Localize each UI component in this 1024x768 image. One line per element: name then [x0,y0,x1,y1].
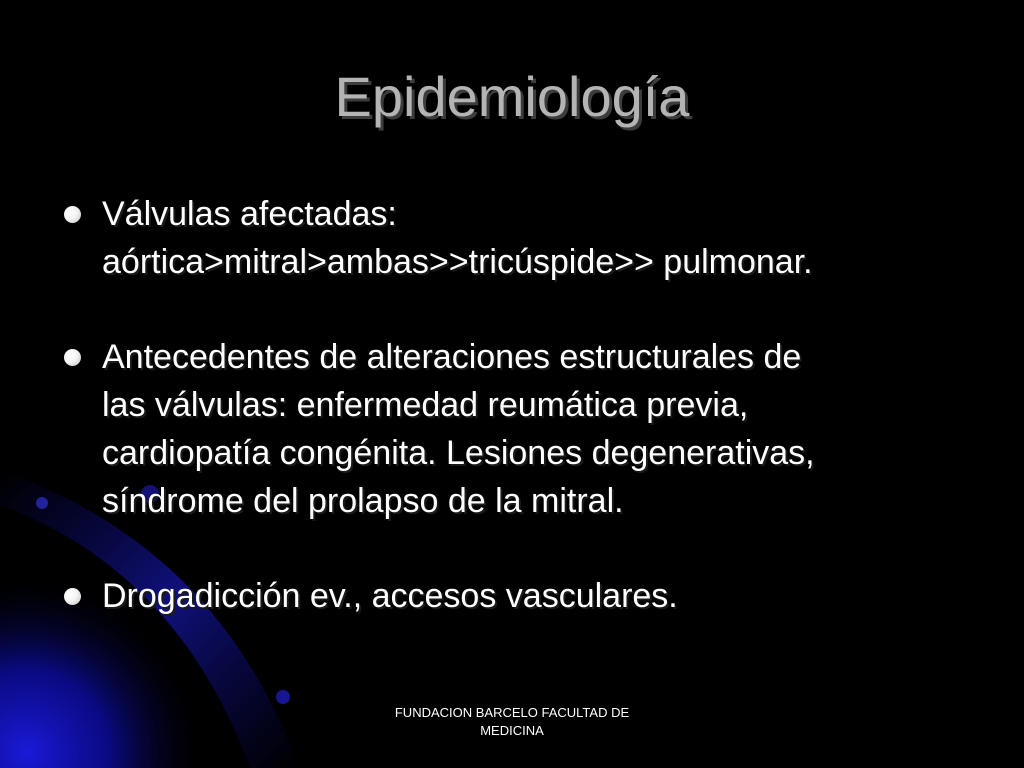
bullet-list [60,190,970,620]
bullet-text-line: síndrome del prolapso de la mitral. [102,482,624,520]
bullet-dot-icon [64,588,81,605]
bullet-text-line: cardiopatía congénita. Lesiones degenerativas, [102,434,815,472]
bullet-item-valvulas [60,190,970,286]
bullet-item-antecedentes [60,333,970,525]
bullet-text-line: Antecedentes de alteraciones estructurales de [102,338,802,376]
bullet-item-drogadiccion [60,572,970,620]
bullet-text-line: aórtica>mitral>ambas>>tricúspide>> pulmonar. [102,243,813,281]
bullet-text-line: Drogadicción ev., accesos vasculares. [102,577,678,615]
bullet-dot-icon [64,349,81,366]
footer-line: MEDICINA [480,723,544,738]
footer-line: FUNDACION BARCELO FACULTAD DE [394,705,630,720]
bullet-text-line: las válvulas: enfermedad reumática previa, [102,386,749,424]
bullet-text-line: Válvulas afectadas: [102,195,397,233]
decor-dot [36,497,48,509]
decor-dot [276,690,290,704]
bullet-dot-icon [64,206,81,223]
slide-footer [362,704,662,740]
slide-title: Epidemiología [334,65,690,128]
